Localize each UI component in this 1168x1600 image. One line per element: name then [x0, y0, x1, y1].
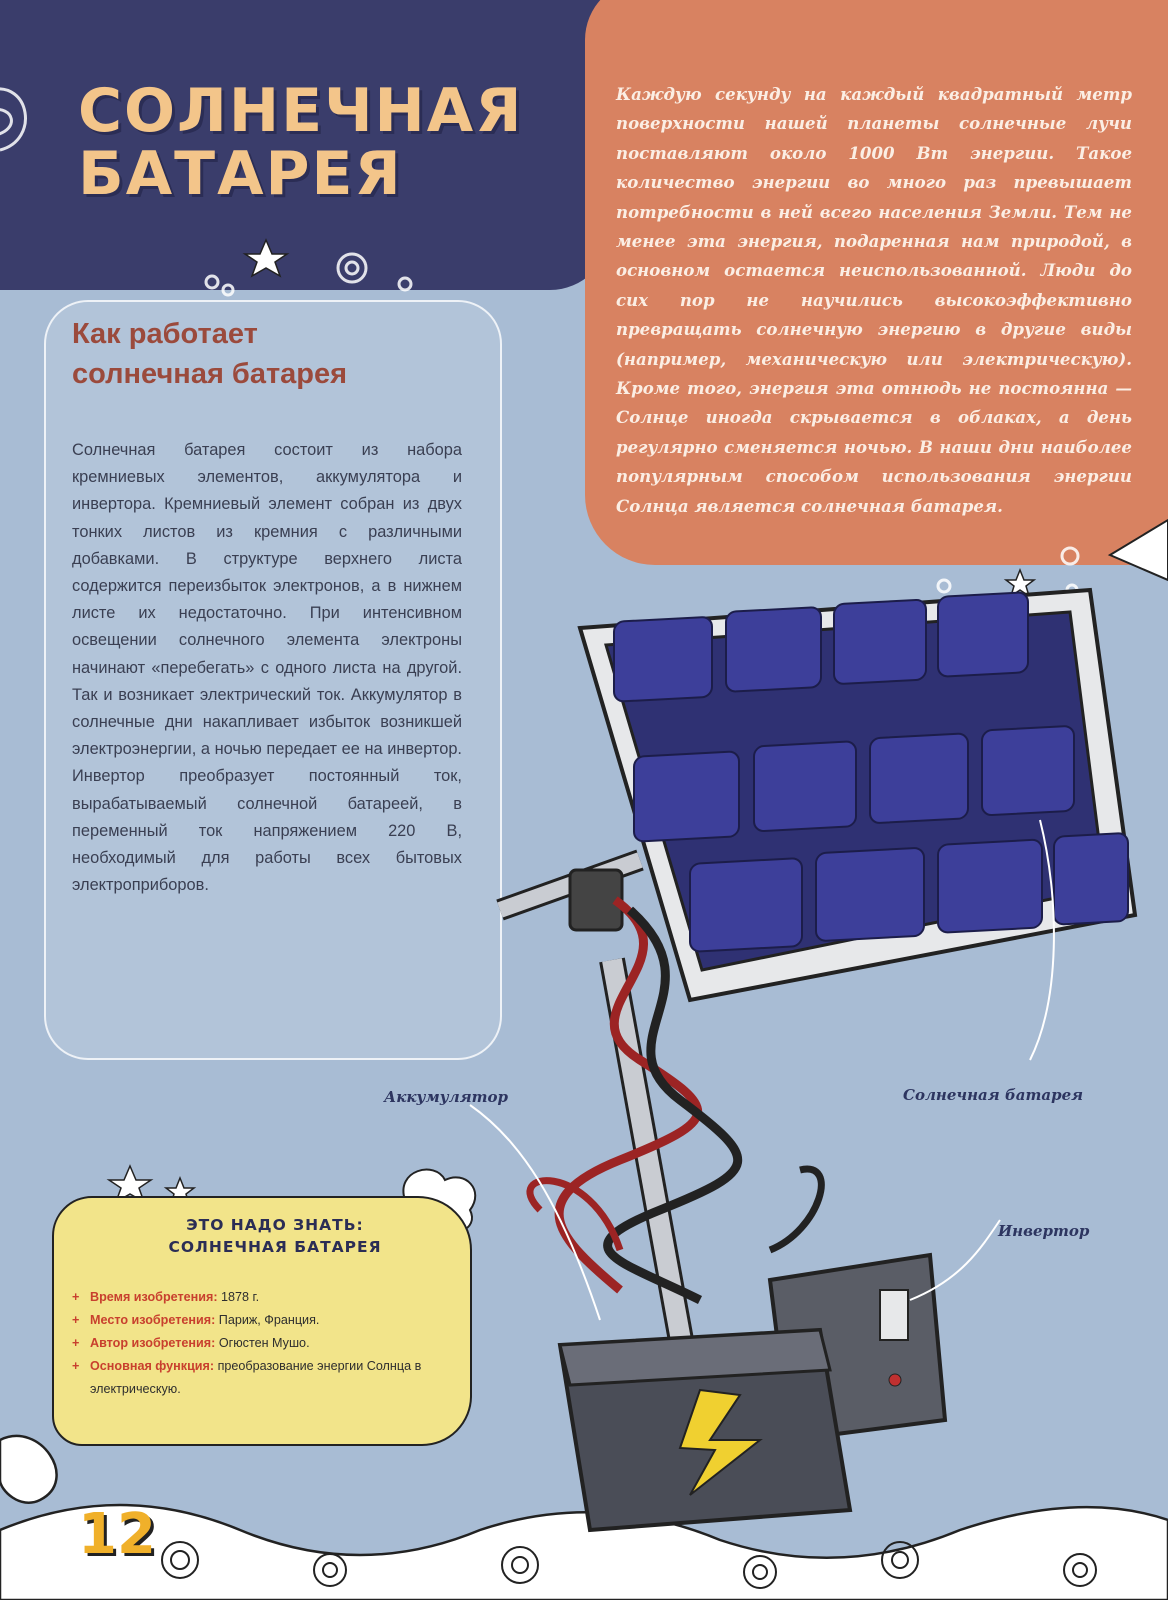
page-number: 12: [78, 1502, 156, 1567]
how-title-line-1: Как работает: [72, 318, 258, 350]
fact-title-line-1: ЭТО НАДО ЗНАТЬ:: [186, 1216, 364, 1234]
title-line-1: СОЛНЕЧНАЯ: [78, 76, 524, 146]
how-it-works-text: Солнечная батарея состоит из набора кремниевых элементов, аккумулятора и инвертора. Кремниевый элемент собран из двух тонких листов из кремния с различными добавками. В структуре верхнего листа содержится переизбыток электронов, а в нижнем листе их недостаточно. При интенсивном освещении солнечного элемента электроны начинают «перебегать» с одного листа на другой. Так и возникает электрический ток. Аккумулятор в солнечные дни накапливает избыток возникшей электроэнергии, а ночью передает ее на инвертор. Инвертор преобразует постоянный ток, вырабатываемый солнечной батареей, в переменный ток напряжением 220 В, необходимый для работы всех бытовых электроприборов.: [72, 441, 462, 895]
label-battery: Аккумулятор: [384, 1088, 509, 1106]
bullet-icon: +: [72, 1290, 80, 1304]
fact-item: + Место изобретения: Париж, Франция.: [90, 1309, 450, 1332]
title-line-2: БАТАРЕЯ: [78, 139, 403, 209]
fact-box-title: [95, 1214, 455, 1258]
label-solar-panel: Солнечная батарея: [903, 1086, 1084, 1104]
fact-item: + Основная функция: преобразование энергии Солнца в электрическую.: [90, 1355, 450, 1401]
intro-paragraph: Каждую секунду на каждый квадратный метр поверхности нашей планеты солнечные лучи поставляют около 1000 Вт энергии. Такое количество энергии во много раз превышает потребности в ней всего населения Земли. Тем не менее эта энергия, подаренная нам природой, в основном остается неиспользованной. Люди до сих пор не научились высокоэффективно превращать солнечную энергию в другие виды (например, механическую или электрическую). Кроме того, энергия эта отнюдь не постоянна — Солнце иногда скрывается в облаках, а день регулярно сменяется ночью. В наши дни наиболее популярным способом использования энергии Солнца является солнечная батарея.: [616, 84, 1132, 516]
label-inverter: Инвертор: [998, 1222, 1090, 1240]
fact-item: + Время изобретения: 1878 г.: [90, 1286, 450, 1309]
fact-list: [72, 1286, 450, 1401]
how-title-line-2: солнечная батарея: [72, 358, 348, 390]
bullet-icon: +: [72, 1313, 80, 1327]
bullet-icon: +: [72, 1359, 80, 1373]
fact-item: + Автор изобретения: Огюстен Мушо.: [90, 1332, 450, 1355]
bullet-icon: +: [72, 1336, 80, 1350]
fact-title-line-2: СОЛНЕЧНАЯ БАТАРЕЯ: [168, 1238, 382, 1256]
